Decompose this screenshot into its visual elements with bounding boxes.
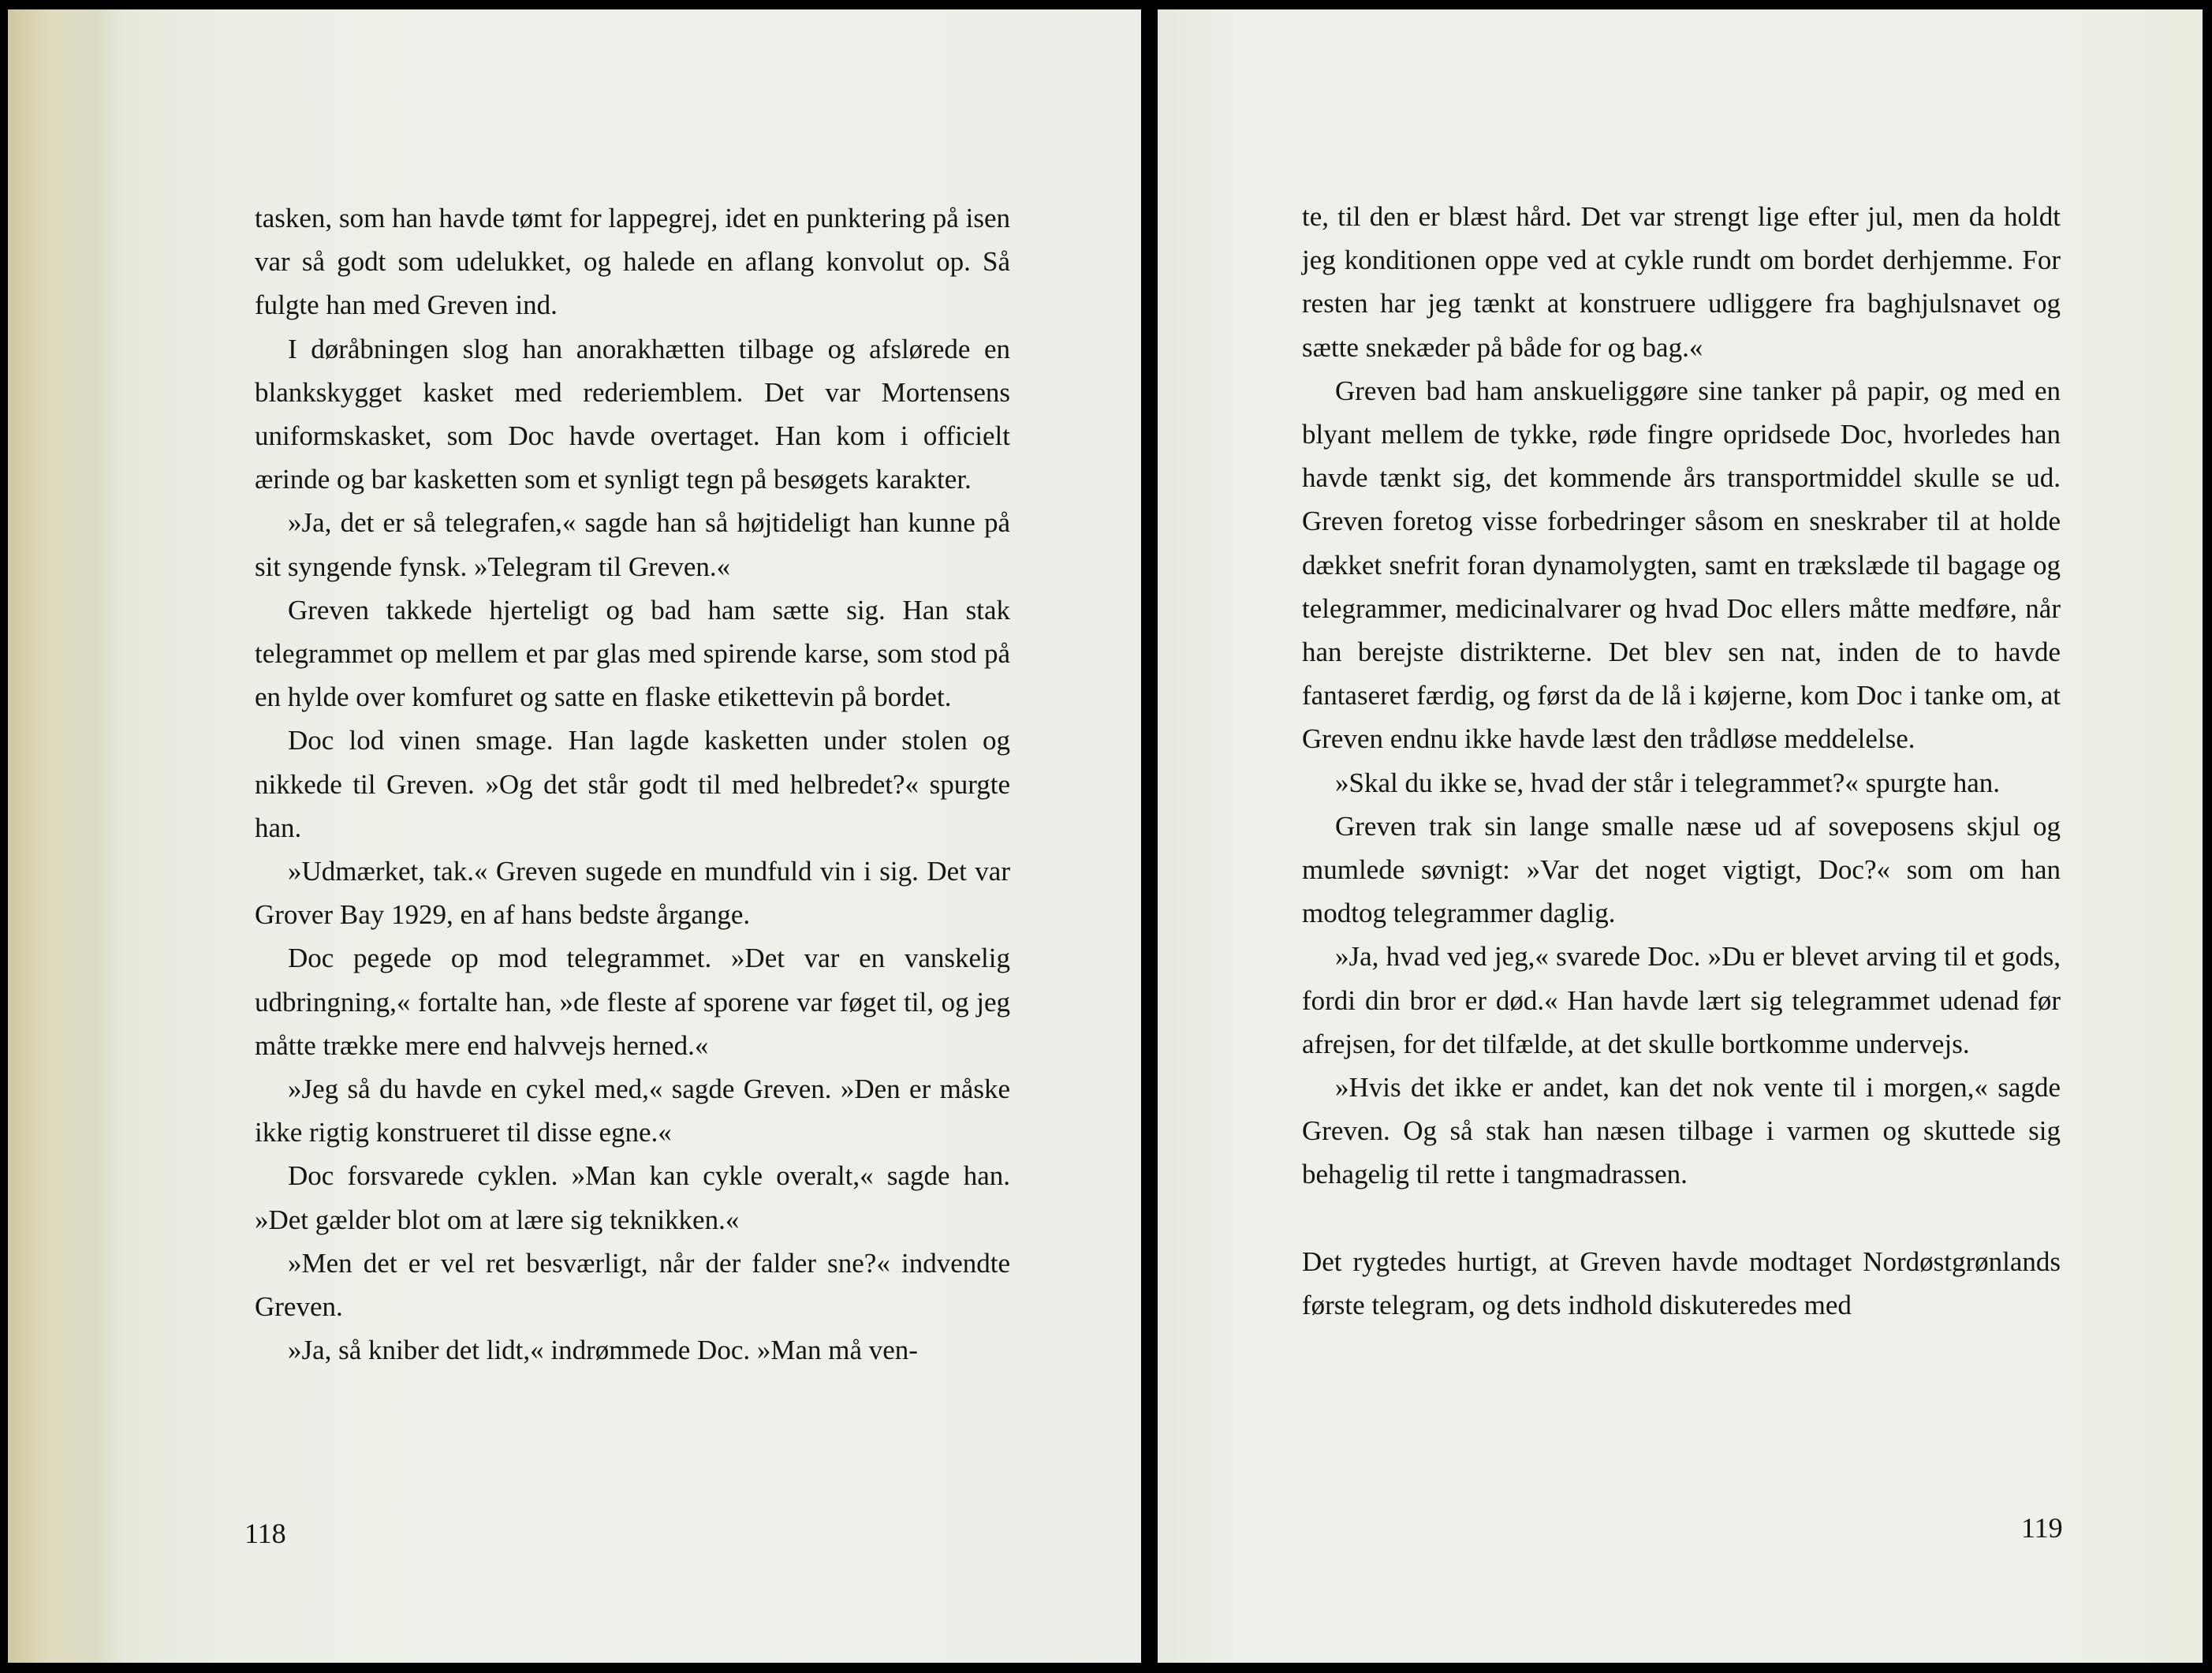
paragraph: Greven takkede hjerteligt og bad ham sætte sig. Han stak telegrammet op mellem et par glas med spirende karse, som stod på en hylde over komfuret og satte en flaske etikettevin på bordet. bbox=[255, 594, 1010, 713]
paragraph: »Skal du ikke se, hvad der står i telegrammet?« spurgte han. bbox=[1335, 767, 2001, 798]
paragraph: te, til den er blæst hård. Det var strengt lige efter jul, men da holdt jeg konditionen oppe ved at cykle rundt om bordet derhjemme. For resten har jeg tænkt at konstruere udliggere fra baghjulsnavet og sætte snekæder på både for og bag.« bbox=[1302, 201, 2061, 363]
page-number-right: 119 bbox=[2021, 1512, 2063, 1544]
left-page bbox=[8, 9, 1141, 1663]
paragraph: Doc lod vinen smage. Han lagde kasketten under stolen og nikkede til Greven. »Og det står godt til med helbredet?« spurgte han. bbox=[255, 725, 1010, 843]
paragraph: Det rygtedes hurtigt, at Greven havde modtaget Nordøstgrønlands første telegram, og dets indhold diskuteredes med bbox=[1302, 1245, 2061, 1320]
paragraph: Greven trak sin lange smalle næse ud af soveposens skjul og mumlede søvnigt: »Var det noget vigtigt, Doc?« som om han modtog telegrammer daglig. bbox=[1302, 810, 2061, 929]
left-page-body bbox=[255, 196, 1010, 1372]
paragraph: »Ja, det er så telegrafen,« sagde han så højtideligt han kunne på sit syngende fynsk. »Telegram til Greven.« bbox=[255, 507, 1010, 582]
paragraph: »Jeg så du havde en cykel med,« sagde Greven. »Den er måske ikke rigtig konstrueret til disse egne.« bbox=[255, 1074, 1010, 1148]
right-page bbox=[1158, 9, 2203, 1663]
paragraph: I døråbningen slog han anorakhætten tilbage og afslørede en blankskygget kasket med rederiemblem. Det var Mortensens uniformskasket, som Doc havde overtaget. Han kom i officielt ærinde og bar kasketten som et synligt tegn på besøgets karakter. bbox=[255, 333, 1010, 495]
paragraph: »Men det er vel ret besværligt, når der falder sne?« indvendte Greven. bbox=[255, 1247, 1010, 1323]
paragraph: tasken, som han havde tømt for lappegrej, idet en punktering på isen var så godt som udelukket, og halede en aflang konvolut op. Så fulgte han med Greven ind. bbox=[255, 203, 1010, 321]
paragraph: »Udmærket, tak.« Greven sugede en mundfuld vin i sig. Det var Grover Bay 1929, en af hans bedste årgange. bbox=[255, 856, 1010, 931]
paragraph: »Hvis det ikke er andet, kan det nok vente til i morgen,« sagde Greven. Og så stak han næsen tilbage i varmen og skuttede sig behagelig til rette i tangmadrassen. bbox=[1302, 1072, 2061, 1190]
paragraph: »Ja, så kniber det lidt,« indrømmede Doc. »Man må ven- bbox=[288, 1335, 918, 1366]
paragraph: Greven bad ham anskueliggøre sine tanker på papir, og med en blyant mellem de tykke, røde fingre opridsede Doc, hvorledes han havde tænkt sig, det kommende års transportmiddel skulle se ud. Greven foretog visse forbedringer såsom en sneskraber til at holde dækket snefrit foran dynamolygten, samt en trækslæde til bagage og telegrammer, medicinalvarer og hvad Doc ellers måtte medføre, når han berejste distrikterne. Det blev sen nat, inden de to havde fantaseret færdig, og først da de lå i køjerne, kom Doc i tanke om, at Greven endnu ikke havde læst den trådløse meddelelse. bbox=[1302, 375, 2061, 755]
paragraph: Doc forsvarede cyklen. »Man kan cykle overalt,« sagde han. »Det gælder blot om at lære sig teknikken.« bbox=[255, 1160, 1010, 1235]
paragraph: »Ja, hvad ved jeg,« svarede Doc. »Du er blevet arving til et gods, fordi din bror er død.« Han havde lært sig telegrammet udenad før afrejsen, for det tilfælde, at det skulle bortkomme undervejs. bbox=[1302, 941, 2061, 1059]
paragraph: Doc pegede op mod telegrammet. »Det var en vanskelig udbringning,« fortalte han, »de fleste af sporene var føget til, og jeg måtte trække mere end halvvejs herned.« bbox=[255, 943, 1010, 1061]
book-spine-shadow bbox=[8, 9, 95, 1663]
right-page-body bbox=[1302, 195, 2061, 1327]
page-number-left: 118 bbox=[244, 1518, 286, 1549]
